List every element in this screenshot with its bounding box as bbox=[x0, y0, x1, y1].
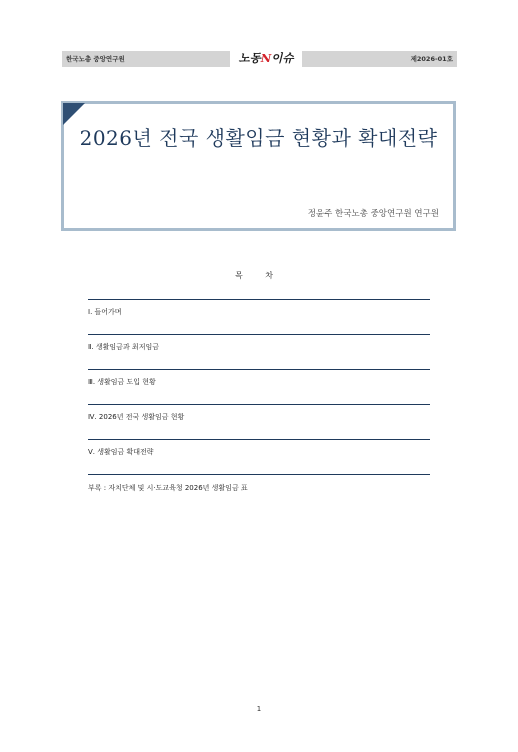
title-box bbox=[61, 101, 456, 231]
page-number: 1 bbox=[256, 705, 262, 713]
header-organization: 한국노총 중앙연구원 bbox=[66, 55, 125, 63]
toc-appendix[interactable]: 부록 : 자치단체 및 시·도교육청 2026년 생활임금 표 bbox=[88, 484, 248, 492]
report-author: 정윤주 한국노총 중앙연구원 연구원 bbox=[307, 209, 439, 219]
toc-item[interactable]: Ⅰ. 들어가며 bbox=[88, 299, 430, 334]
header-issue-number: 제2026-01호 bbox=[410, 55, 453, 63]
report-title: 2026년 전국 생활임금 현황과 확대전략 bbox=[79, 126, 438, 150]
toc-heading: 목 차 bbox=[235, 271, 283, 280]
toc-item[interactable]: Ⅱ. 생활임금과 최저임금 bbox=[88, 334, 430, 369]
toc-item[interactable]: Ⅴ. 생활임금 확대전략 bbox=[88, 439, 430, 474]
page-header-bar bbox=[62, 51, 457, 67]
table-of-contents bbox=[88, 299, 430, 475]
toc-item[interactable]: Ⅲ. 생활임금 도입 현황 bbox=[88, 369, 430, 404]
toc-bottom-rule bbox=[88, 474, 430, 475]
toc-item[interactable]: Ⅳ. 2026년 전국 생활임금 현황 bbox=[88, 404, 430, 439]
publication-logo: 노동N이슈 bbox=[230, 48, 302, 69]
